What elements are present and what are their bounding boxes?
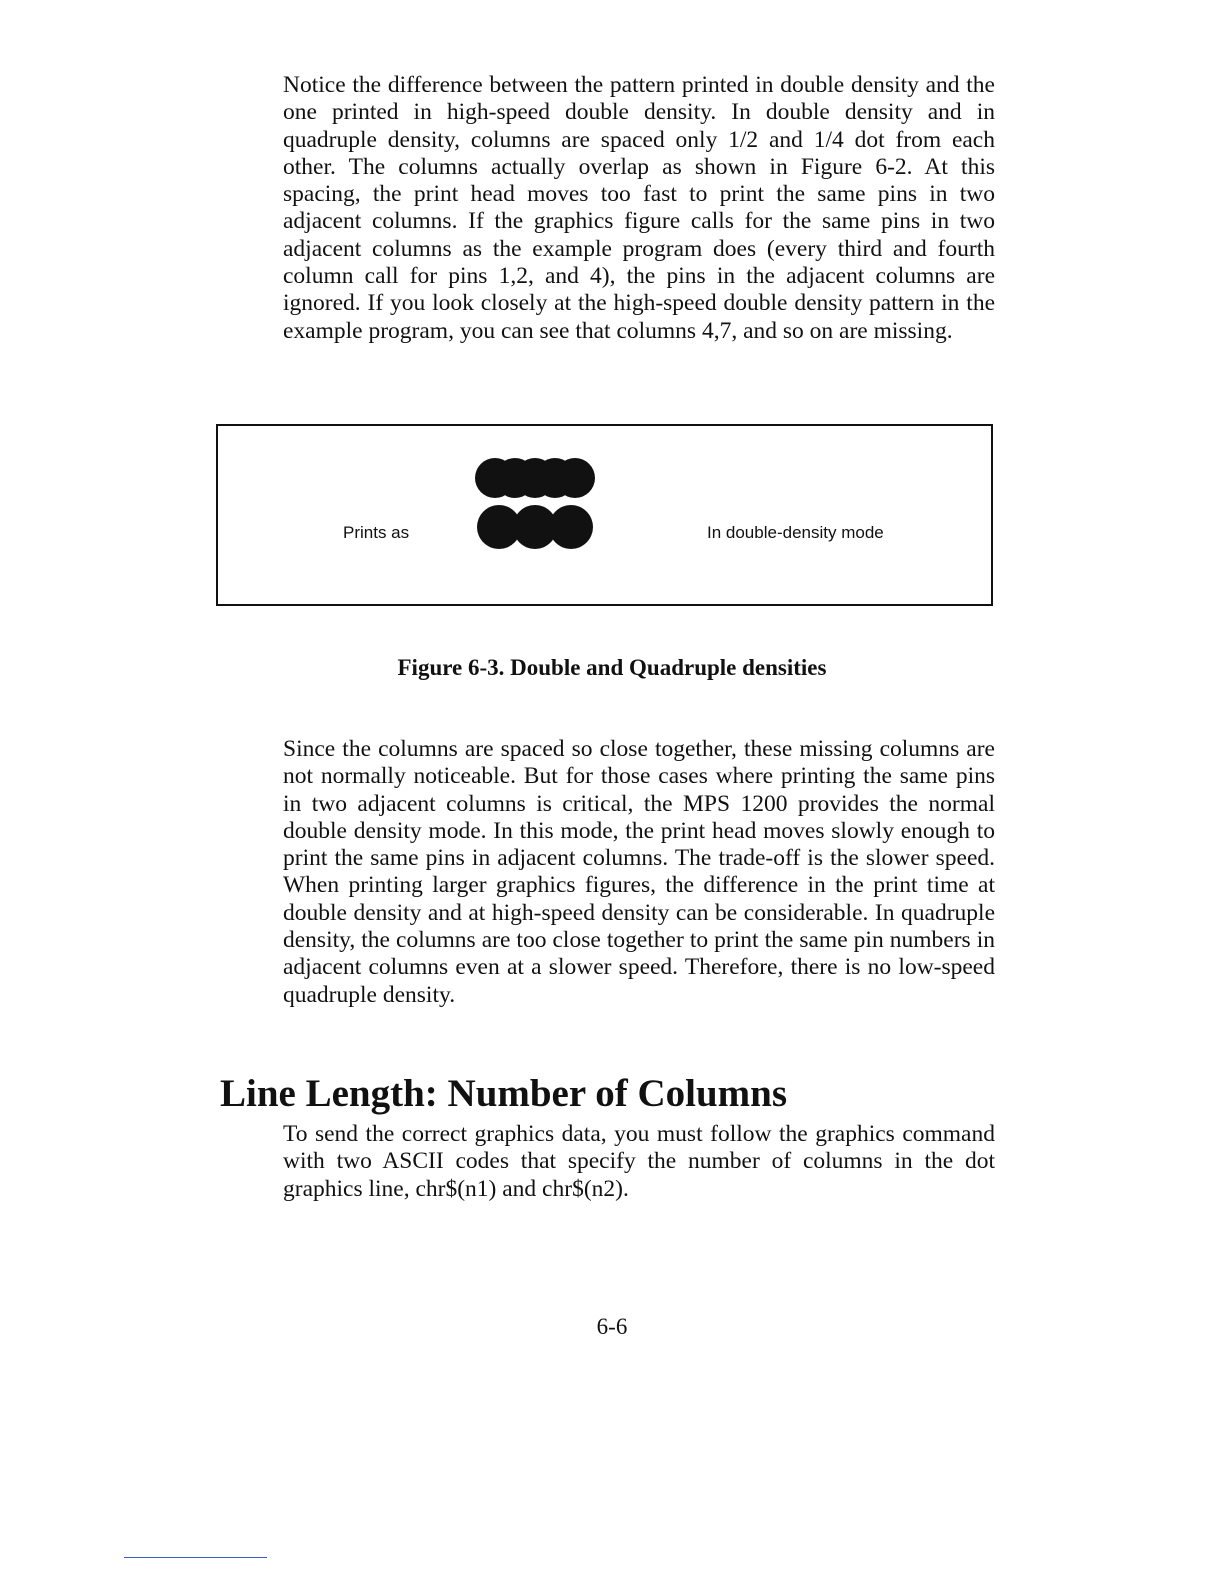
overlapping-dot-row: [475, 458, 595, 498]
separate-dot-row: [477, 505, 593, 549]
body-paragraph-2: Since the columns are spaced so close together, these missing columns are not normally noticeable. But for those cases where printing the same pins in two adjacent columns is critical, the MPS 1200 provides the normal double density mode. In this mode, the print head moves slowly enough to print the same pins in adjacent columns. The trade-off is the slower speed. When printing larger graphics figures, the difference in the print time at double density and at high-speed density can be considerable. In quadruple density, the columns are too close together to print the same pin numbers in adjacent columns even at a slower speed. Therefore, there is no low-speed quadruple density.: [283, 736, 995, 1008]
body-paragraph-3: To send the correct graphics data, you must follow the graphics command with two ASCII codes that specify the number of columns in the dot graphics line, chr$(n1) and chr$(n2).: [283, 1121, 995, 1202]
overlap-dot: [555, 458, 595, 498]
figure-label-double-density-mode: In double-density mode: [707, 523, 884, 542]
figure-label-prints-as: Prints as: [343, 523, 410, 542]
dot-pattern-illustration: [473, 454, 613, 574]
figure-6-3-box: [216, 424, 993, 606]
footnote-rule: [124, 1557, 267, 1558]
page-number: 6-6: [596, 1314, 628, 1339]
section-heading: Line Length: Number of Columns: [220, 1072, 788, 1115]
figure-caption: Figure 6-3. Double and Quadruple densities: [397, 655, 827, 680]
body-paragraph-1: Notice the difference between the pattern printed in double density and the one printed in high-speed double density. In double density and in quadruple density, columns are spaced only 1/2 and 1/4 dot from each other. The columns actually overlap as shown in Figure 6-2. At this spacing, the print head moves too fast to print the same pins in two adjacent columns. If the graphics figure calls for the same pins in two adjacent columns as the example program does (every third and fourth column call for pins 1,2, and 4), the pins in the adjacent columns are ignored. If you look closely at the high-speed double density pattern in the example program, you can see that columns 4,7, and so on are missing.: [283, 72, 995, 344]
printed-dot: [549, 505, 593, 549]
